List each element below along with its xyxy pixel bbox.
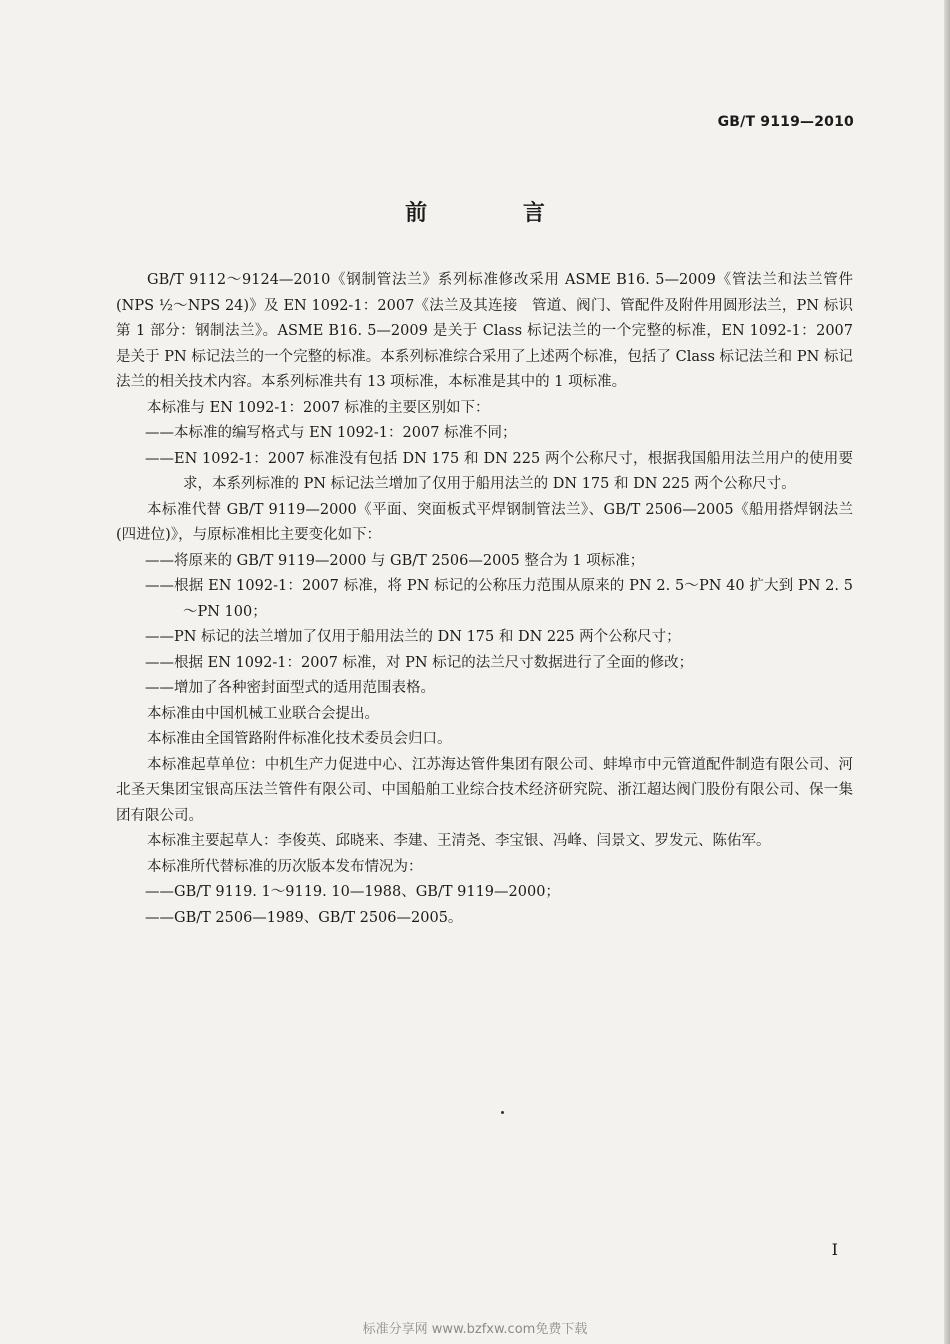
dash-item: ——GB/T 9119. 1～9119. 10—1988、GB/T 9119—2000； — [145, 884, 560, 900]
dash-item: ——根据 EN 1092-1：2007 标准，对 PN 标记的法兰尺寸数据进行了全面的修改； — [145, 654, 694, 671]
paragraph: 本标准起草单位：中机生产力促进中心、江苏海达管件集团有限公司、蚌埠市中元管道配件制造有限公司、河北圣天集团宝银高压法兰管件有限公司、中国船舶工业综合技术经济研究院、浙江超达阀门股份有限公司、保一集团有限公司。 — [116, 756, 853, 824]
paragraph: 本标准所代替标准的历次版本发布情况为： — [147, 858, 423, 875]
dash-item: ——本标准的编写格式与 EN 1092-1：2007 标准不同； — [145, 425, 517, 441]
paragraph: GB/T 9112～9124—2010《钢制管法兰》系列标准修改采用 ASME B16. 5—2009《管法兰和法兰管件(NPS ½～NPS 24)》及 EN 1092-1：2007《法兰及其连接 管道、阀门、管配件及附件用圆形法兰，PN 标识第 1 部分：钢制法兰》。ASME B16. 5—2009 是关于 Class 标记法兰的一个完整的标准，EN 1092-1：2007 是关于 PN 标记法兰的一个完整的标准。本系列标准综合采用了上述两个标准，包括了 Class 标记法兰和 PN 标记法兰的相关技术内容。本系列标准共有 13 项标准，本标准是其中的 1 项标准。 — [116, 272, 853, 390]
dash-item: ——EN 1092-1：2007 标准没有包括 DN 175 和 DN 225 两个公称尺寸，根据我国船用法兰用户的使用要求，本系列标准的 PN 标记法兰增加了仅用于船用法兰的 DN 175 和 DN 225 两个公称尺寸。 — [145, 450, 853, 492]
scan-dot — [501, 1111, 504, 1114]
dash-item: ——将原来的 GB/T 9119—2000 与 GB/T 2506—2005 整合为 1 项标准； — [145, 552, 645, 569]
paragraph: 本标准由中国机械工业联合会提出。 — [147, 705, 379, 722]
page-edge-shadow — [944, 0, 950, 1344]
paragraph: 本标准与 EN 1092-1：2007 标准的主要区别如下： — [147, 399, 490, 416]
paragraph: 本标准由全国管路附件标准化技术委员会归口。 — [147, 731, 452, 747]
foreword-body — [116, 268, 853, 931]
watermark-link[interactable]: 标准分享网 www.bzfxw.com免费下载 — [362, 1322, 588, 1337]
paragraph: 本标准代替 GB/T 9119—2000《平面、突面板式平焊钢制管法兰》、GB/T 2506—2005《船用搭焊钢法兰(四进位)》，与原标准相比主要变化如下： — [116, 501, 853, 543]
dash-item: ——增加了各种密封面型式的适用范围表格。 — [145, 680, 435, 696]
standard-code: GB/T 9119—2010 — [717, 114, 854, 130]
page-number: I — [831, 1240, 838, 1259]
dash-item: ——PN 标记的法兰增加了仅用于船用法兰的 DN 175 和 DN 225 两个公称尺寸； — [145, 629, 681, 645]
paragraph: 本标准主要起草人：李俊英、邱晓来、李建、王清尧、李宝银、冯峰、闫景文、罗发元、陈佑军。 — [147, 833, 771, 849]
dash-item: ——GB/T 2506—1989、GB/T 2506—2005。 — [145, 909, 463, 926]
page-title: 前 言 — [405, 201, 589, 226]
dash-item: ——根据 EN 1092-1：2007 标准，将 PN 标记的公称压力范围从原来的 PN 2. 5～PN 40 扩大到 PN 2. 5～PN 100； — [145, 578, 853, 620]
